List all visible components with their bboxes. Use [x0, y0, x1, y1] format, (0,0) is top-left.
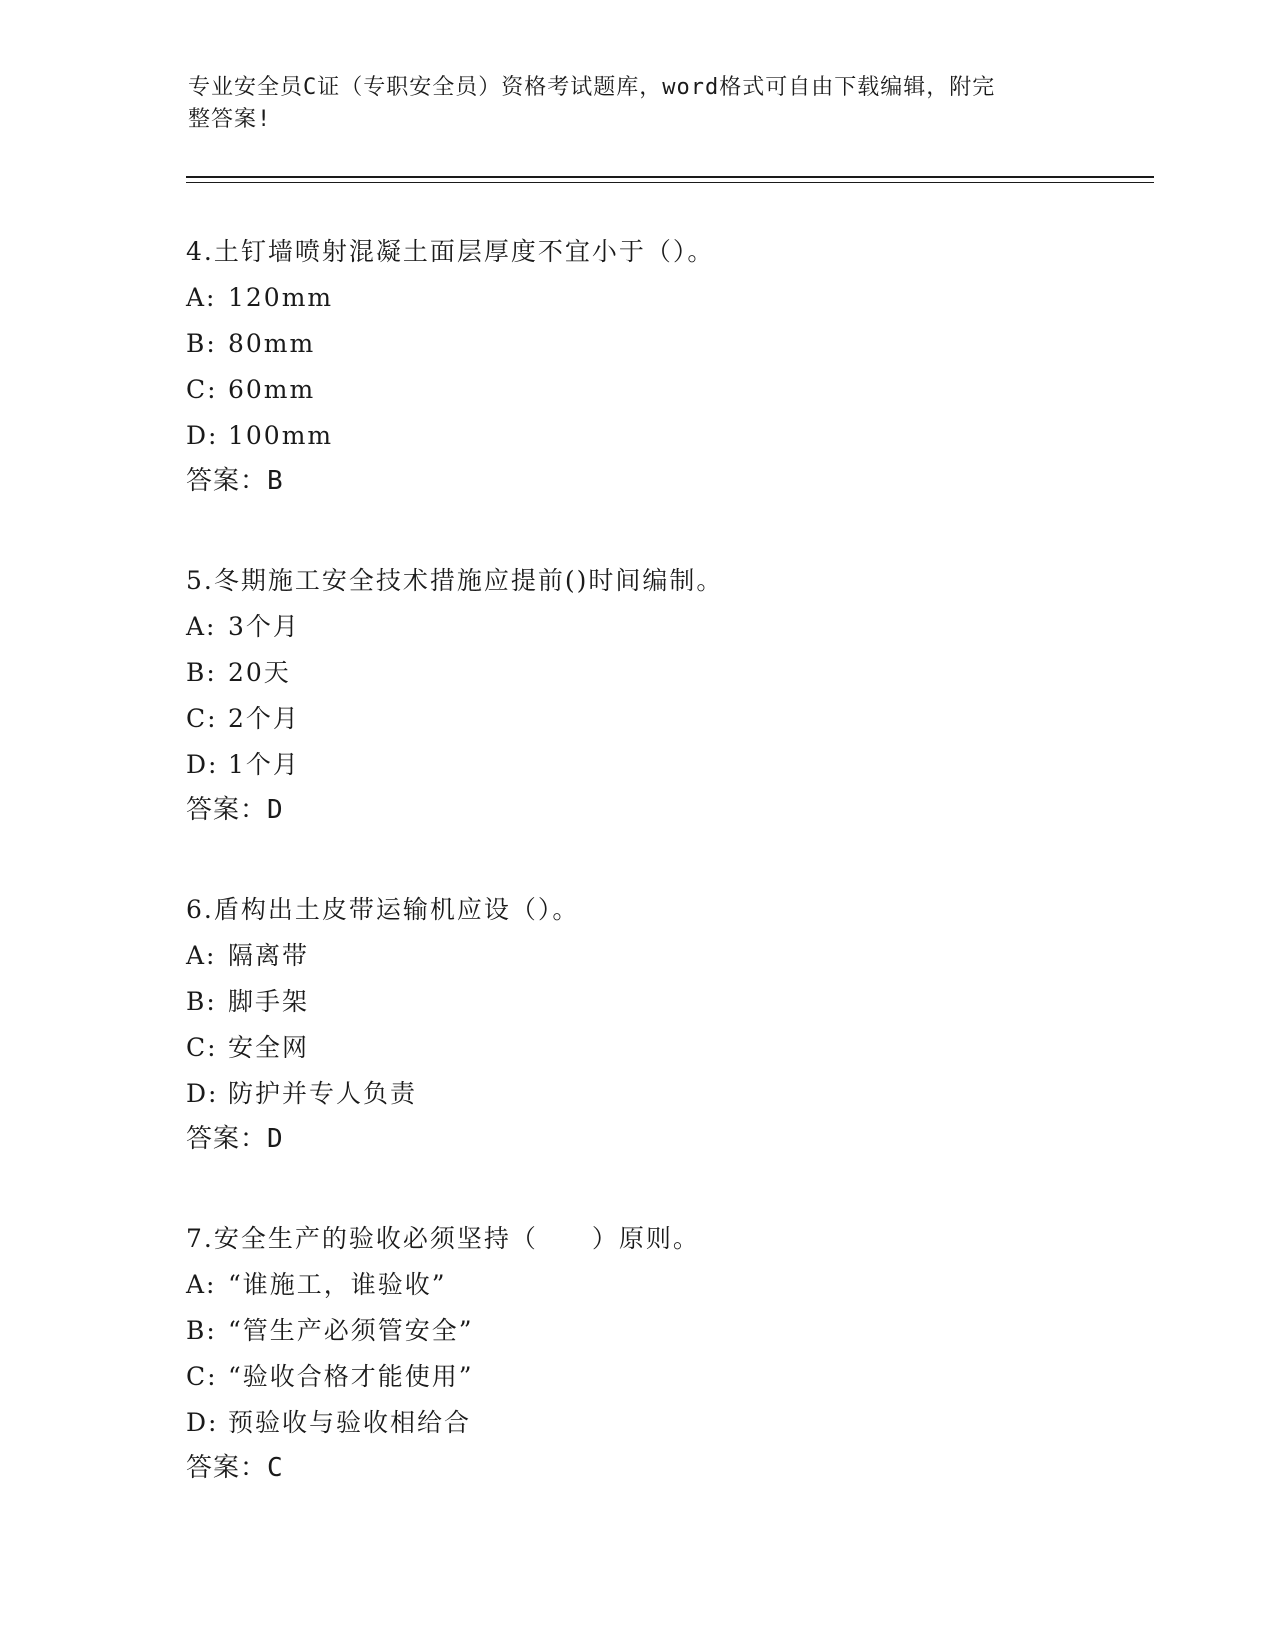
document-header — [188, 72, 1088, 136]
option-text: 安全网 — [228, 1033, 310, 1062]
header-line-1: 专业安全员C证（专职安全员）资格考试题库，word格式可自由下载编辑，附完 — [188, 75, 996, 100]
question-5 — [186, 565, 1146, 841]
option-key: B: — [186, 987, 217, 1016]
option-c — [186, 703, 1146, 749]
option-key: C: — [186, 704, 218, 733]
option-key: D: — [186, 421, 219, 450]
option-key: C: — [186, 375, 218, 404]
option-key: D: — [186, 1408, 219, 1437]
option-b — [186, 986, 1146, 1032]
question-7 — [186, 1223, 1146, 1499]
header-line-2: 整答案! — [188, 107, 272, 132]
option-text: 3个月 — [228, 612, 300, 641]
option-text: “管生产必须管安全” — [228, 1316, 474, 1345]
option-key: A: — [186, 612, 217, 641]
option-key: A: — [186, 1270, 217, 1299]
option-d — [186, 1407, 1146, 1453]
option-text: 2个月 — [228, 704, 300, 733]
option-b — [186, 657, 1146, 703]
option-text: 120mm — [228, 283, 334, 312]
option-b — [186, 328, 1146, 374]
option-c — [186, 374, 1146, 420]
option-text: 隔离带 — [228, 941, 310, 970]
option-key: A: — [186, 283, 217, 312]
option-a — [186, 940, 1146, 986]
option-text: “谁施工，谁验收” — [228, 1270, 447, 1299]
option-text: 20天 — [228, 658, 291, 687]
option-text: 100mm — [228, 421, 334, 450]
option-d — [186, 749, 1146, 795]
option-key: D: — [186, 1079, 219, 1108]
option-b — [186, 1315, 1146, 1361]
option-a — [186, 1269, 1146, 1315]
question-list — [186, 236, 1146, 1552]
option-key: B: — [186, 658, 217, 687]
header-divider-thick — [186, 176, 1154, 178]
answer-line: 答案：B — [186, 466, 284, 496]
question-stem: 5.冬期施工安全技术措施应提前()时间编制。 — [186, 566, 724, 595]
option-c — [186, 1361, 1146, 1407]
question-4 — [186, 236, 1146, 512]
answer-line: 答案：D — [186, 1124, 284, 1154]
option-key: B: — [186, 329, 217, 358]
option-text: 1个月 — [228, 750, 300, 779]
option-c — [186, 1032, 1146, 1078]
question-stem: 6.盾构出土皮带运输机应设（）。 — [186, 895, 580, 924]
option-key: C: — [186, 1362, 218, 1391]
option-a — [186, 282, 1146, 328]
option-a — [186, 611, 1146, 657]
option-key: C: — [186, 1033, 218, 1062]
question-stem: 4.土钉墙喷射混凝土面层厚度不宜小于（）。 — [186, 237, 715, 266]
question-stem: 7.安全生产的验收必须坚持（ ）原则。 — [186, 1224, 700, 1253]
question-6 — [186, 894, 1146, 1170]
answer-line: 答案：C — [186, 1453, 284, 1483]
option-key: B: — [186, 1316, 217, 1345]
option-text: 防护并专人负责 — [228, 1079, 418, 1108]
option-d — [186, 420, 1146, 466]
option-key: A: — [186, 941, 217, 970]
option-text: 60mm — [228, 375, 316, 404]
option-text: “验收合格才能使用” — [228, 1362, 474, 1391]
option-text: 脚手架 — [228, 987, 310, 1016]
header-divider-thin — [186, 182, 1154, 183]
option-d — [186, 1078, 1146, 1124]
option-key: D: — [186, 750, 219, 779]
option-text: 80mm — [228, 329, 316, 358]
answer-line: 答案：D — [186, 795, 284, 825]
option-text: 预验收与验收相给合 — [228, 1408, 472, 1437]
